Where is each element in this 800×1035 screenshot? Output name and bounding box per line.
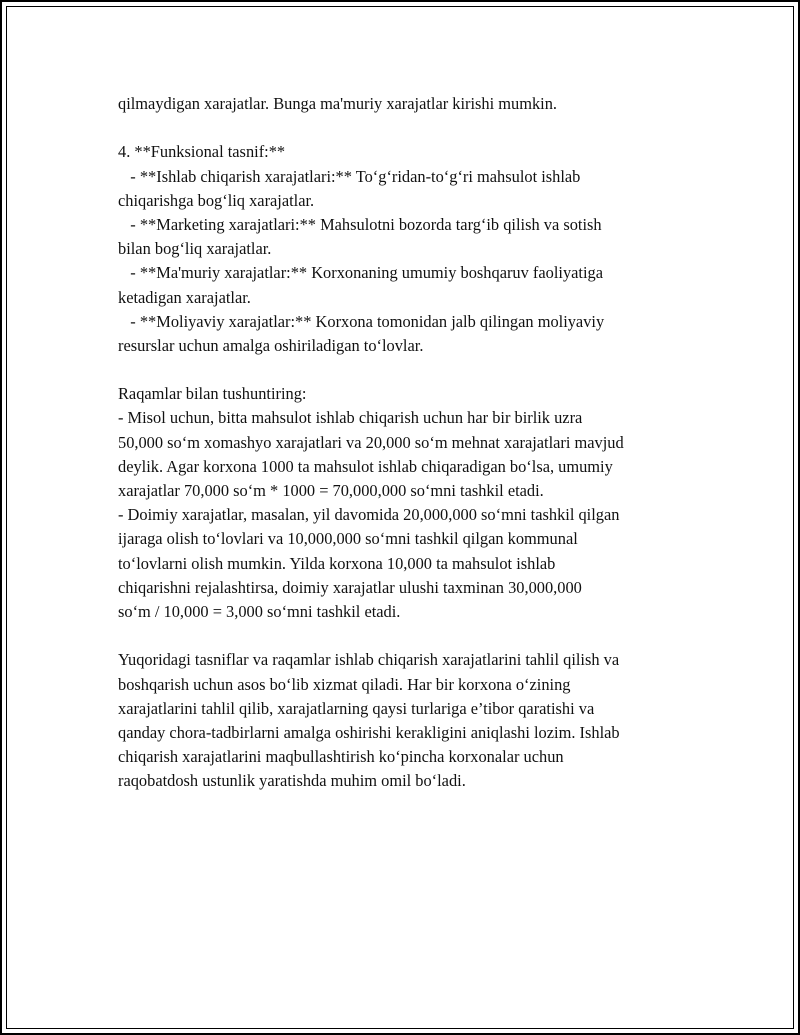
list-item — [118, 165, 698, 213]
paragraph-line: qanday chora-tadbirlarni amalga oshirishi kerakligini aniqlashi lozim. Ishlab — [118, 722, 620, 742]
paragraph-line: - Misol uchun, bitta mahsulot ishlab chiqarish uchun har bir birlik uzra — [118, 408, 583, 428]
spacer — [118, 358, 698, 382]
list-item-line: bilan bog‘liq xarajatlar. — [118, 239, 272, 259]
intro-line: qilmaydigan xarajatlar. Bunga ma'muriy xarajatlar kirishi mumkin. — [118, 94, 558, 113]
spacer — [118, 116, 698, 140]
list-item-line: ketadigan xarajatlar. — [118, 287, 251, 307]
section-numeric-explanation — [118, 382, 698, 624]
paragraph-line: xarajatlarini tahlil qilib, xarajatlarning qaysi turlariga e’tibor qaratishi va — [118, 698, 595, 718]
list-item-line: - **Moliyaviy xarajatlar:** Korxona tomonidan jalb qilingan moliyaviy — [118, 311, 605, 331]
paragraph-line: - Doimiy xarajatlar, masalan, yil davomida 20,000,000 so‘mni tashkil qilgan — [118, 505, 620, 525]
paragraph-line: deylik. Agar korxona 1000 ta mahsulot ishlab chiqaradigan bo‘lsa, umumiy — [118, 456, 613, 476]
list-item-line: - **Marketing xarajatlari:** Mahsulotni bozorda targ‘ib qilish va sotish — [118, 214, 602, 234]
paragraph-line: xarajatlar 70,000 so‘m * 1000 = 70,000,000 so‘mni tashkil etadi. — [118, 481, 544, 500]
document-body — [118, 92, 698, 793]
section-functional-classification — [118, 140, 698, 358]
example-paragraph — [118, 503, 698, 624]
list-item-line: resurslar uchun amalga oshiriladigan to‘lovlar. — [118, 335, 424, 355]
example-paragraph — [118, 406, 698, 503]
paragraph-line: raqobatdosh ustunlik yaratishda muhim omil bo‘ladi. — [118, 771, 466, 791]
paragraph-line: Yuqoridagi tasniflar va raqamlar ishlab chiqarish xarajatlarini tahlil qilish va — [118, 650, 620, 670]
spacer — [118, 624, 698, 648]
list-item-line: chiqarishga bog‘liq xarajatlar. — [118, 190, 315, 210]
paragraph-line: so‘m / 10,000 = 3,000 so‘mni tashkil etadi. — [118, 601, 401, 621]
paragraph-line: chiqarish xarajatlarini maqbullashtirish ko‘pincha korxonalar uchun — [118, 747, 564, 767]
list-item — [118, 261, 698, 309]
section-heading: Raqamlar bilan tushuntiring: — [118, 384, 307, 404]
paragraph-line: boshqarish uchun asos bo‘lib xizmat qiladi. Har bir korxona o‘zining — [118, 674, 571, 694]
list-item — [118, 213, 698, 261]
paragraph-line: 50,000 so‘m xomashyo xarajatlari va 20,000 so‘m mehnat xarajatlari mavjud — [118, 432, 624, 452]
list-item-line: - **Ma'muriy xarajatlar:** Korxonaning umumiy boshqaruv faoliyatiga — [118, 263, 603, 283]
section-heading: 4. **Funksional tasnif:** — [118, 142, 286, 162]
paragraph-line: ijaraga olish to‘lovlari va 10,000,000 so‘mni tashkil qilgan kommunal — [118, 529, 578, 549]
list-item — [118, 310, 698, 358]
paragraph-line: chiqarishni rejalashtirsa, doimiy xarajatlar ulushi taxminan 30,000,000 — [118, 577, 582, 597]
paragraph-line: to‘lovlarni olish mumkin. Yilda korxona 10,000 ta mahsulot ishlab — [118, 553, 556, 573]
conclusion-paragraph — [118, 648, 698, 793]
list-item-line: - **Ishlab chiqarish xarajatlari:** To‘g‘ridan-to‘g‘ri mahsulot ishlab — [118, 166, 581, 186]
